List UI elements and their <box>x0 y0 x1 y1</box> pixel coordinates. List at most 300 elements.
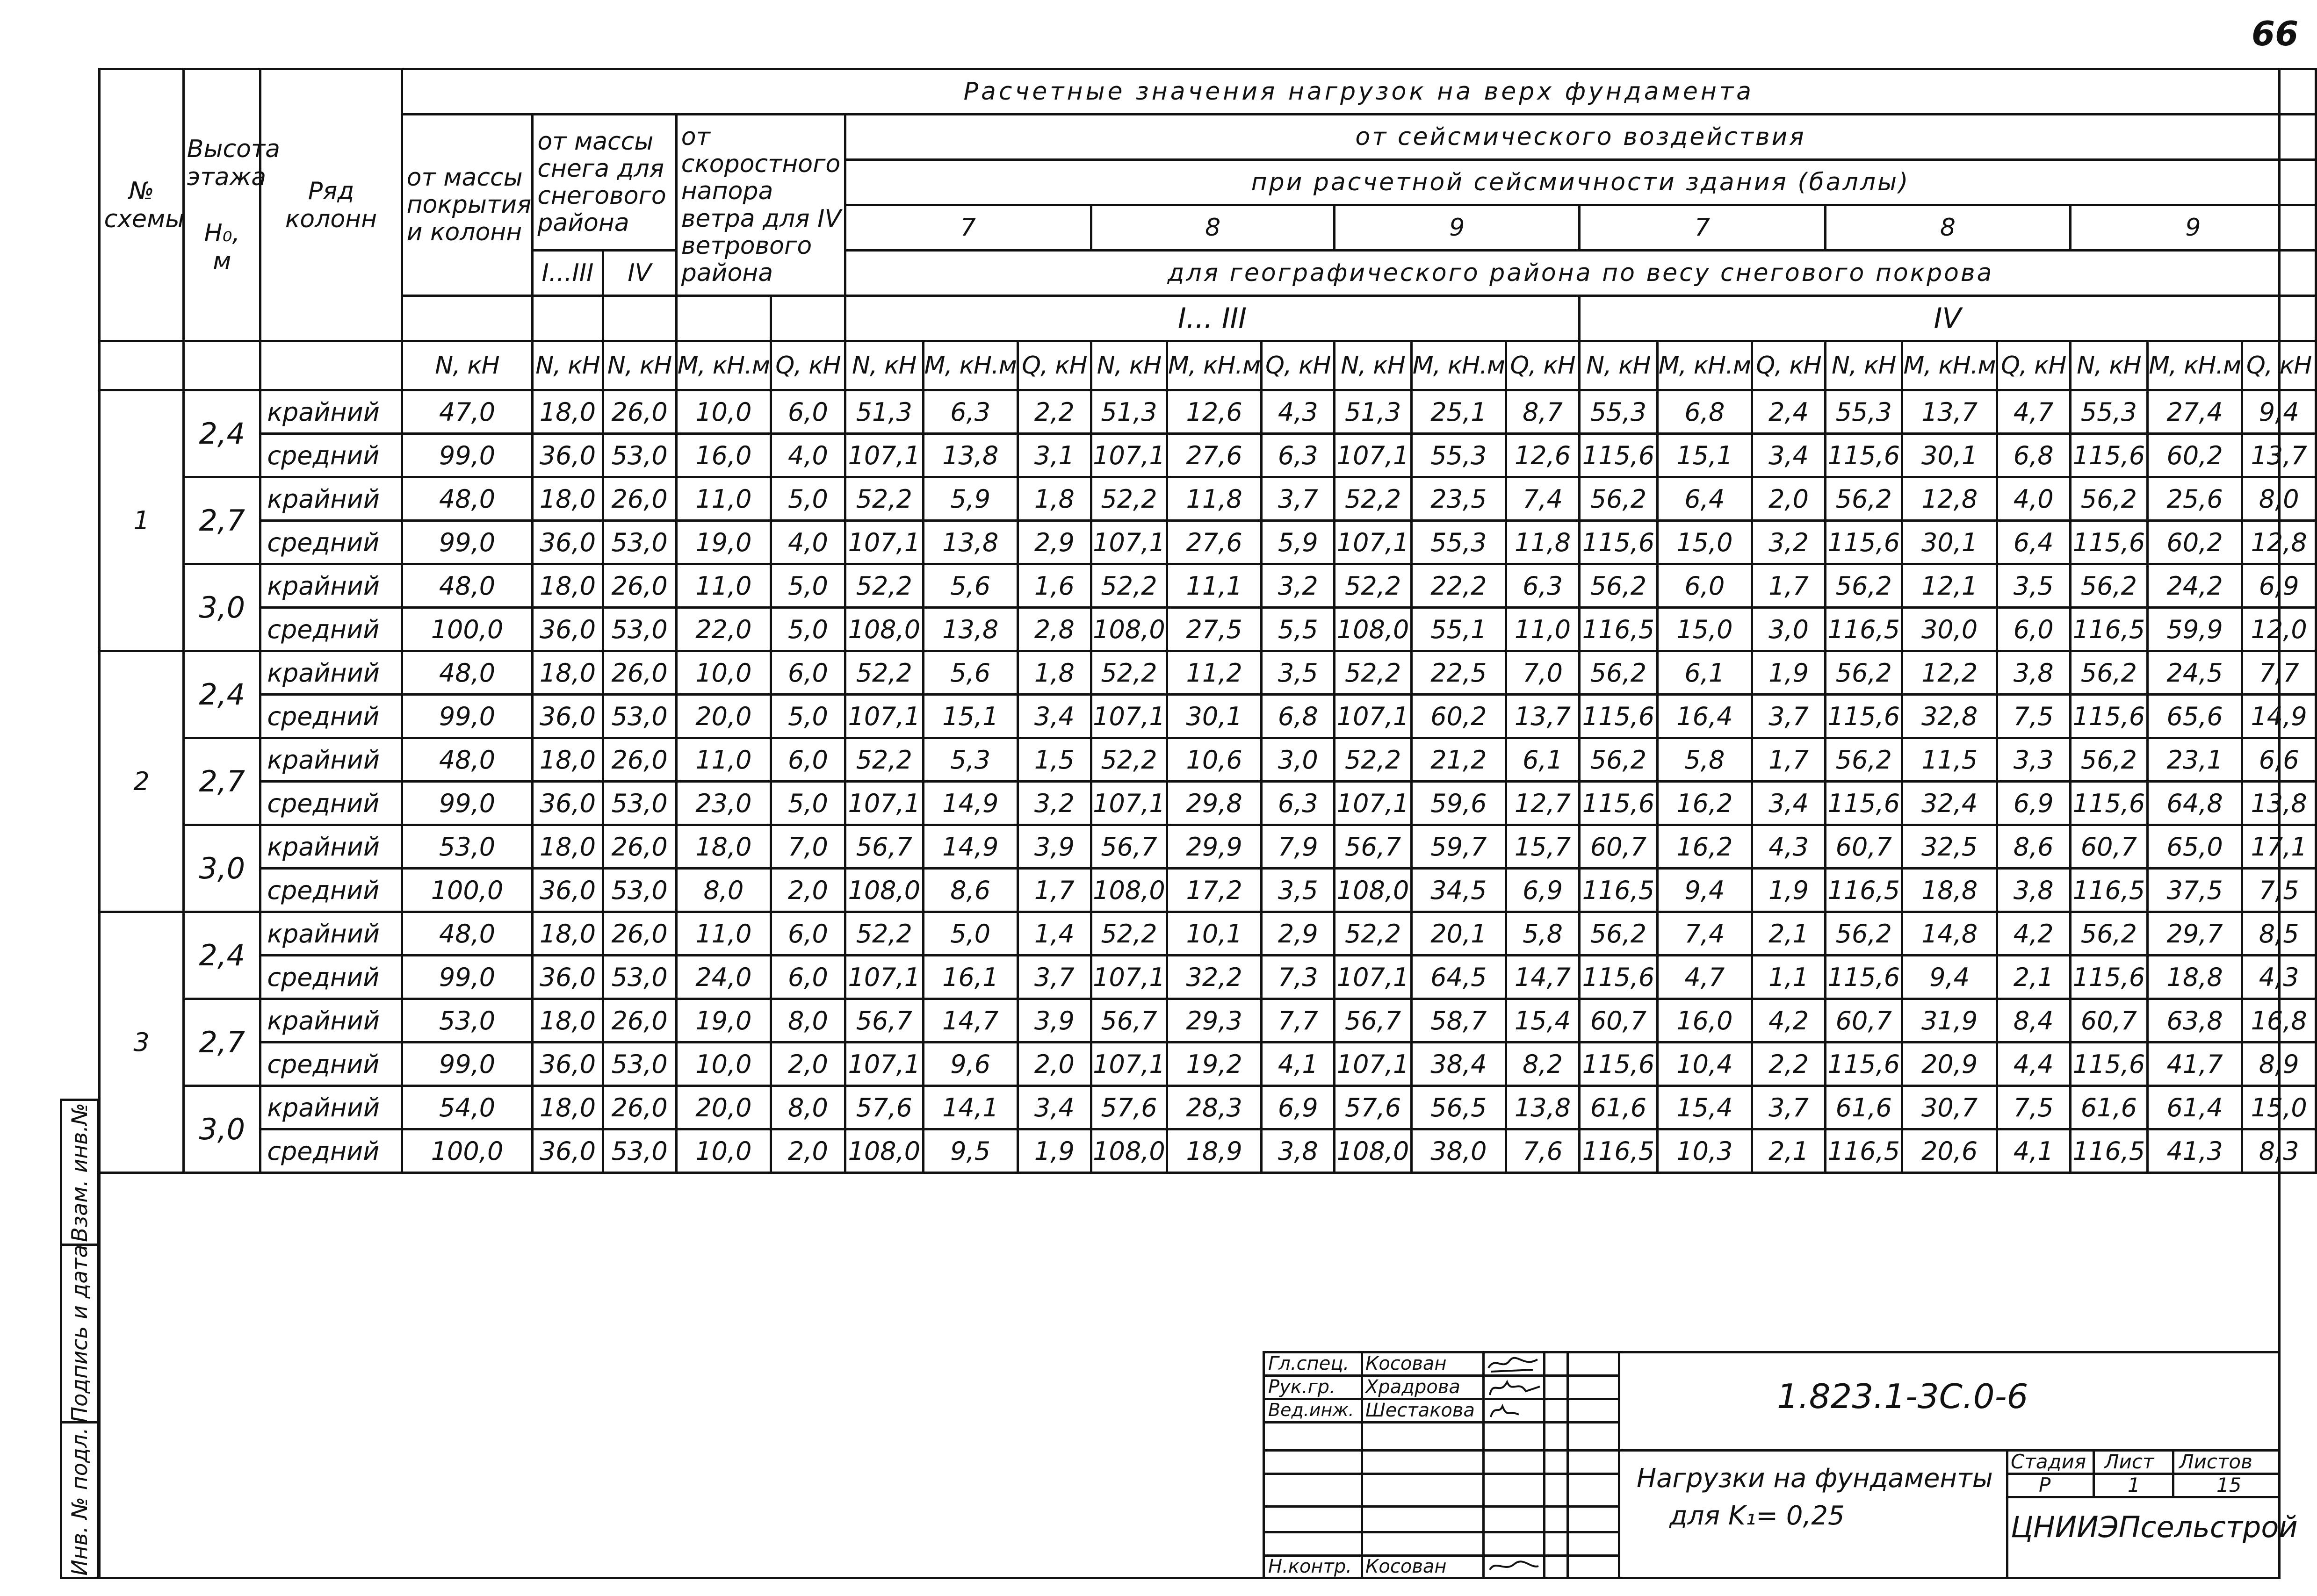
units-wind-a <box>676 296 771 341</box>
unit-header: Q, кН <box>1018 341 1091 390</box>
load-value: 2,2 <box>1018 390 1091 434</box>
load-value: 13,8 <box>2242 782 2316 825</box>
load-value: 7,5 <box>1997 695 2070 738</box>
table-row <box>100 999 2316 1042</box>
load-value: 99,0 <box>402 521 533 564</box>
strip-inv-sub-label: Взам. инв.№ <box>67 1102 92 1242</box>
load-value: 107,1 <box>1091 956 1167 999</box>
load-value: 4,3 <box>2242 956 2316 999</box>
column-row-type: крайний <box>260 999 402 1042</box>
load-value: 23,0 <box>676 782 771 825</box>
load-value: 27,6 <box>1167 434 1262 477</box>
load-value: 6,0 <box>771 738 845 782</box>
units-spacer <box>184 341 260 390</box>
load-value: 36,0 <box>533 434 603 477</box>
load-value: 115,6 <box>1826 1042 1902 1086</box>
load-value: 5,6 <box>923 564 1018 608</box>
load-value: 52,2 <box>845 477 923 521</box>
strip-inv-sub <box>62 1101 97 1246</box>
header-snow-mass: от массы снега для снегового района <box>533 115 676 251</box>
load-value: 60,7 <box>1580 825 1658 869</box>
load-value: 107,1 <box>845 521 923 564</box>
load-value: 30,7 <box>1902 1086 1997 1129</box>
load-value: 99,0 <box>402 956 533 999</box>
load-value: 36,0 <box>533 1129 603 1173</box>
tb-line <box>2006 1449 2008 1579</box>
units-spacer <box>260 341 402 390</box>
load-value: 9,6 <box>923 1042 1018 1086</box>
tb-line <box>1566 1351 1569 1579</box>
load-value: 7,7 <box>2242 651 2316 695</box>
column-row-type: средний <box>260 521 402 564</box>
name-lead-engineer: Шестакова <box>1365 1400 1475 1421</box>
load-value: 15,1 <box>923 695 1018 738</box>
load-value: 107,1 <box>1091 782 1167 825</box>
load-value: 16,1 <box>923 956 1018 999</box>
load-value: 36,0 <box>533 956 603 999</box>
strip-sign-date-label: Подпись и дата <box>67 1244 92 1423</box>
units-spacer <box>100 341 184 390</box>
load-value: 52,2 <box>845 651 923 695</box>
stage-label: Стадия <box>2011 1450 2086 1473</box>
load-value: 13,8 <box>923 434 1018 477</box>
load-value: 116,5 <box>1826 1129 1902 1173</box>
load-value: 53,0 <box>603 608 676 651</box>
load-value: 8,9 <box>2242 1042 2316 1086</box>
load-value: 56,2 <box>1580 651 1658 695</box>
load-value: 55,3 <box>1826 390 1902 434</box>
table-row <box>100 825 2316 869</box>
unit-header: Q, кН <box>1506 341 1579 390</box>
load-value: 1,5 <box>1018 738 1091 782</box>
load-value: 8,7 <box>1506 390 1579 434</box>
load-value: 16,4 <box>1657 695 1752 738</box>
load-value: 51,3 <box>845 390 923 434</box>
load-value: 6,9 <box>1506 869 1579 912</box>
signature-3 <box>1486 1401 1542 1421</box>
load-value: 52,2 <box>1091 477 1167 521</box>
load-value: 13,7 <box>2242 434 2316 477</box>
load-value: 5,0 <box>771 477 845 521</box>
load-value: 26,0 <box>603 912 676 956</box>
load-value: 4,3 <box>1752 825 1825 869</box>
load-value: 2,2 <box>1752 1042 1825 1086</box>
sheets-label: Листов <box>2179 1450 2252 1473</box>
role-chief-spec: Гл.спец. <box>1268 1353 1350 1374</box>
header-column-row <box>260 69 402 341</box>
header-seismic-sub: при расчетной сейсмичности здания (баллы) <box>845 160 2316 205</box>
load-value: 55,3 <box>1580 390 1658 434</box>
load-value: 10,3 <box>1657 1129 1752 1173</box>
load-value: 36,0 <box>533 782 603 825</box>
load-value: 12,7 <box>1506 782 1579 825</box>
load-value: 4,0 <box>1997 477 2070 521</box>
load-value: 4,1 <box>1262 1042 1335 1086</box>
load-value: 3,3 <box>1997 738 2070 782</box>
unit-header: M, кН.м <box>1657 341 1752 390</box>
load-value: 61,6 <box>2070 1086 2147 1129</box>
load-value: 11,0 <box>676 564 771 608</box>
load-value: 56,2 <box>1826 912 1902 956</box>
load-value: 15,0 <box>2242 1086 2316 1129</box>
load-value: 24,0 <box>676 956 771 999</box>
load-value: 36,0 <box>533 521 603 564</box>
header-column-row-label: Ряд колонн <box>285 177 377 233</box>
unit-header: M, кН.м <box>1411 341 1506 390</box>
load-value: 115,6 <box>2070 521 2147 564</box>
load-value: 57,6 <box>1091 1086 1167 1129</box>
loads-table <box>98 68 2317 1174</box>
load-value: 37,5 <box>2148 869 2242 912</box>
load-value: 52,2 <box>1091 738 1167 782</box>
load-value: 27,4 <box>2148 390 2242 434</box>
role-lead-engineer: Вед.инж. <box>1268 1400 1354 1420</box>
load-value: 1,7 <box>1752 738 1825 782</box>
load-value: 30,1 <box>1902 521 1997 564</box>
load-value: 48,0 <box>402 564 533 608</box>
load-value: 3,4 <box>1018 1086 1091 1129</box>
load-value: 5,0 <box>771 782 845 825</box>
load-value: 1,6 <box>1018 564 1091 608</box>
load-value: 5,3 <box>923 738 1018 782</box>
load-value: 116,5 <box>2070 869 2147 912</box>
load-value: 26,0 <box>603 390 676 434</box>
load-value: 6,4 <box>1997 521 2070 564</box>
load-value: 19,0 <box>676 999 771 1042</box>
load-value: 107,1 <box>1335 782 1411 825</box>
column-row-type: средний <box>260 608 402 651</box>
load-value: 107,1 <box>1091 695 1167 738</box>
load-value: 53,0 <box>603 782 676 825</box>
load-value: 56,7 <box>1335 825 1411 869</box>
load-value: 4,3 <box>1262 390 1335 434</box>
load-value: 115,6 <box>1826 434 1902 477</box>
load-value: 32,5 <box>1902 825 1997 869</box>
load-value: 107,1 <box>845 1042 923 1086</box>
load-value: 8,2 <box>1506 1042 1579 1086</box>
load-value: 6,0 <box>771 912 845 956</box>
load-value: 28,3 <box>1167 1086 1262 1129</box>
signature-2 <box>1486 1377 1542 1398</box>
load-value: 55,3 <box>2070 390 2147 434</box>
load-value: 107,1 <box>1091 521 1167 564</box>
load-value: 34,5 <box>1411 869 1506 912</box>
load-value: 53,0 <box>402 999 533 1042</box>
load-value: 10,0 <box>676 1129 771 1173</box>
load-value: 1,9 <box>1752 869 1825 912</box>
unit-header: M, кН.м <box>1902 341 1997 390</box>
load-value: 56,2 <box>1826 564 1902 608</box>
load-value: 15,7 <box>1506 825 1579 869</box>
load-value: 116,5 <box>2070 1129 2147 1173</box>
load-value: 52,2 <box>1335 912 1411 956</box>
load-value: 19,0 <box>676 521 771 564</box>
load-value: 12,8 <box>2242 521 2316 564</box>
load-value: 116,5 <box>1580 1129 1658 1173</box>
organization-name: ЦНИИЭПсельстрой <box>2011 1510 2298 1544</box>
load-value: 8,5 <box>2242 912 2316 956</box>
load-value: 52,2 <box>1091 564 1167 608</box>
load-value: 53,0 <box>603 521 676 564</box>
region-1-3: I... III <box>845 296 1579 341</box>
load-value: 13,7 <box>1506 695 1579 738</box>
margin-strip <box>60 1099 99 1579</box>
table-row <box>100 782 2316 825</box>
signature-1 <box>1486 1354 1542 1374</box>
floor-height: 2,4 <box>184 390 260 477</box>
load-value: 3,8 <box>1997 651 2070 695</box>
load-value: 61,6 <box>1580 1086 1658 1129</box>
load-value: 13,8 <box>923 608 1018 651</box>
load-value: 6,9 <box>1262 1086 1335 1129</box>
load-value: 14,8 <box>1902 912 1997 956</box>
load-value: 4,2 <box>1997 912 2070 956</box>
load-value: 26,0 <box>603 1086 676 1129</box>
unit-header: M, кН.м <box>1167 341 1262 390</box>
strip-inv-orig-label: Инв. № подл. <box>67 1427 92 1576</box>
load-value: 6,8 <box>1997 434 2070 477</box>
load-value: 1,7 <box>1018 869 1091 912</box>
column-row-type: крайний <box>260 738 402 782</box>
load-value: 4,2 <box>1752 999 1825 1042</box>
load-value: 25,1 <box>1411 390 1506 434</box>
load-value: 100,0 <box>402 608 533 651</box>
load-value: 11,5 <box>1902 738 1997 782</box>
column-row-type: средний <box>260 695 402 738</box>
load-value: 6,3 <box>1506 564 1579 608</box>
load-value: 108,0 <box>1335 1129 1411 1173</box>
load-value: 107,1 <box>845 782 923 825</box>
units-snow-b <box>603 296 676 341</box>
load-value: 100,0 <box>402 1129 533 1173</box>
unit-header: Q, кН <box>1752 341 1825 390</box>
load-value: 18,0 <box>533 651 603 695</box>
load-value: 107,1 <box>1335 521 1411 564</box>
load-value: 11,8 <box>1506 521 1579 564</box>
units-wind-b <box>771 296 845 341</box>
load-value: 6,8 <box>1262 695 1335 738</box>
load-value: 99,0 <box>402 695 533 738</box>
load-value: 52,2 <box>1091 912 1167 956</box>
load-value: 57,6 <box>845 1086 923 1129</box>
tb-line <box>1263 1421 1618 1423</box>
load-value: 115,6 <box>1580 434 1658 477</box>
load-value: 18,0 <box>676 825 771 869</box>
intensity-7-b: 7 <box>1580 205 1826 251</box>
load-value: 7,5 <box>2242 869 2316 912</box>
load-value: 7,9 <box>1262 825 1335 869</box>
load-value: 2,0 <box>1752 477 1825 521</box>
load-value: 55,3 <box>1411 434 1506 477</box>
load-value: 7,0 <box>1506 651 1579 695</box>
load-value: 15,0 <box>1657 608 1752 651</box>
load-value: 38,0 <box>1411 1129 1506 1173</box>
load-value: 116,5 <box>1826 608 1902 651</box>
load-value: 107,1 <box>845 956 923 999</box>
load-value: 16,0 <box>676 434 771 477</box>
load-value: 2,9 <box>1018 521 1091 564</box>
document-title-line1: Нагрузки на фундаменты <box>1637 1463 1993 1494</box>
load-value: 38,4 <box>1411 1042 1506 1086</box>
stage-value: Р <box>2039 1474 2051 1496</box>
region-4: IV <box>1580 296 2316 341</box>
load-value: 26,0 <box>603 738 676 782</box>
load-value: 116,5 <box>1580 869 1658 912</box>
load-value: 60,7 <box>1826 999 1902 1042</box>
load-value: 16,0 <box>1657 999 1752 1042</box>
column-row-type: крайний <box>260 390 402 434</box>
load-value: 115,6 <box>2070 434 2147 477</box>
column-row-type: средний <box>260 1129 402 1173</box>
load-value: 2,4 <box>1752 390 1825 434</box>
load-value: 48,0 <box>402 912 533 956</box>
load-value: 7,5 <box>1997 1086 2070 1129</box>
unit-header: Q, кН <box>771 341 845 390</box>
unit-header: N, кН <box>1826 341 1902 390</box>
load-value: 4,0 <box>771 434 845 477</box>
load-value: 115,6 <box>1580 956 1658 999</box>
table-row <box>100 695 2316 738</box>
role-norm-control: Н.контр. <box>1268 1556 1352 1577</box>
load-value: 15,4 <box>1657 1086 1752 1129</box>
load-value: 1,8 <box>1018 651 1091 695</box>
load-value: 56,7 <box>1091 825 1167 869</box>
table-row <box>100 390 2316 434</box>
table-row <box>100 1086 2316 1129</box>
load-value: 108,0 <box>845 1129 923 1173</box>
column-row-type: крайний <box>260 825 402 869</box>
load-value: 107,1 <box>1091 434 1167 477</box>
load-value: 2,9 <box>1262 912 1335 956</box>
load-value: 56,2 <box>1580 912 1658 956</box>
tb-line <box>1618 1351 1620 1579</box>
load-value: 27,5 <box>1167 608 1262 651</box>
load-value: 12,6 <box>1506 434 1579 477</box>
load-value: 60,7 <box>2070 825 2147 869</box>
load-value: 6,0 <box>1657 564 1752 608</box>
load-value: 2,1 <box>1752 912 1825 956</box>
load-value: 16,2 <box>1657 782 1752 825</box>
table-row <box>100 608 2316 651</box>
load-value: 9,4 <box>1902 956 1997 999</box>
load-value: 99,0 <box>402 434 533 477</box>
load-value: 10,4 <box>1657 1042 1752 1086</box>
load-value: 8,6 <box>923 869 1018 912</box>
load-value: 27,6 <box>1167 521 1262 564</box>
load-value: 107,1 <box>1335 434 1411 477</box>
load-value: 60,2 <box>2148 434 2242 477</box>
load-value: 64,8 <box>2148 782 2242 825</box>
load-value: 60,2 <box>1411 695 1506 738</box>
load-value: 11,0 <box>676 738 771 782</box>
load-value: 56,2 <box>2070 912 2147 956</box>
load-value: 52,2 <box>1335 564 1411 608</box>
load-value: 3,7 <box>1018 956 1091 999</box>
load-value: 7,0 <box>771 825 845 869</box>
table-row <box>100 651 2316 695</box>
title-block <box>1263 1351 2298 1579</box>
load-value: 59,6 <box>1411 782 1506 825</box>
load-value: 56,2 <box>1580 738 1658 782</box>
load-value: 29,9 <box>1167 825 1262 869</box>
load-value: 48,0 <box>402 477 533 521</box>
intensity-7-a: 7 <box>845 205 1091 251</box>
header-roof-mass: от массы покрытия и колонн <box>402 115 533 296</box>
load-value: 18,0 <box>533 477 603 521</box>
load-value: 31,9 <box>1902 999 1997 1042</box>
load-value: 8,4 <box>1997 999 2070 1042</box>
load-value: 115,6 <box>1580 1042 1658 1086</box>
load-value: 53,0 <box>603 1129 676 1173</box>
load-value: 22,5 <box>1411 651 1506 695</box>
load-value: 18,0 <box>533 738 603 782</box>
load-value: 115,6 <box>2070 1042 2147 1086</box>
load-value: 5,5 <box>1262 608 1335 651</box>
column-row-type: средний <box>260 782 402 825</box>
load-value: 52,2 <box>845 564 923 608</box>
load-value: 53,0 <box>603 869 676 912</box>
unit-header: N, кН <box>1091 341 1167 390</box>
units-roof <box>402 296 533 341</box>
column-row-type: крайний <box>260 564 402 608</box>
load-value: 99,0 <box>402 1042 533 1086</box>
load-value: 26,0 <box>603 651 676 695</box>
load-value: 64,5 <box>1411 956 1506 999</box>
load-value: 9,4 <box>1657 869 1752 912</box>
floor-height: 3,0 <box>184 564 260 651</box>
load-value: 32,2 <box>1167 956 1262 999</box>
load-value: 36,0 <box>533 1042 603 1086</box>
load-value: 9,5 <box>923 1129 1018 1173</box>
unit-header: Q, кН <box>1262 341 1335 390</box>
load-value: 1,4 <box>1018 912 1091 956</box>
name-norm-control: Косован <box>1365 1556 1447 1577</box>
load-value: 23,5 <box>1411 477 1506 521</box>
load-value: 7,4 <box>1657 912 1752 956</box>
load-value: 107,1 <box>845 695 923 738</box>
units-snow-a <box>533 296 603 341</box>
sheet-number: 66 <box>2252 14 2299 53</box>
load-value: 2,1 <box>1997 956 2070 999</box>
load-value: 3,4 <box>1752 782 1825 825</box>
load-value: 3,4 <box>1752 434 1825 477</box>
load-value: 12,8 <box>1902 477 1997 521</box>
load-value: 1,9 <box>1018 1129 1091 1173</box>
intensity-8-b: 8 <box>1826 205 2071 251</box>
load-value: 1,7 <box>1752 564 1825 608</box>
load-value: 30,1 <box>1167 695 1262 738</box>
load-value: 60,2 <box>2148 521 2242 564</box>
load-value: 18,0 <box>533 390 603 434</box>
load-value: 2,0 <box>771 1129 845 1173</box>
header-region: для географического района по весу снегового покрова <box>845 251 2316 296</box>
load-value: 3,8 <box>1262 1129 1335 1173</box>
load-value: 14,1 <box>923 1086 1018 1129</box>
load-value: 5,0 <box>771 695 845 738</box>
load-value: 60,7 <box>1826 825 1902 869</box>
load-value: 32,8 <box>1902 695 1997 738</box>
load-value: 10,6 <box>1167 738 1262 782</box>
load-value: 55,3 <box>1411 521 1506 564</box>
load-value: 52,2 <box>1335 651 1411 695</box>
load-value: 3,7 <box>1752 1086 1825 1129</box>
load-value: 12,6 <box>1167 390 1262 434</box>
load-value: 6,0 <box>771 390 845 434</box>
load-value: 10,1 <box>1167 912 1262 956</box>
table-row <box>100 434 2316 477</box>
table-row <box>100 912 2316 956</box>
load-value: 6,0 <box>1997 608 2070 651</box>
